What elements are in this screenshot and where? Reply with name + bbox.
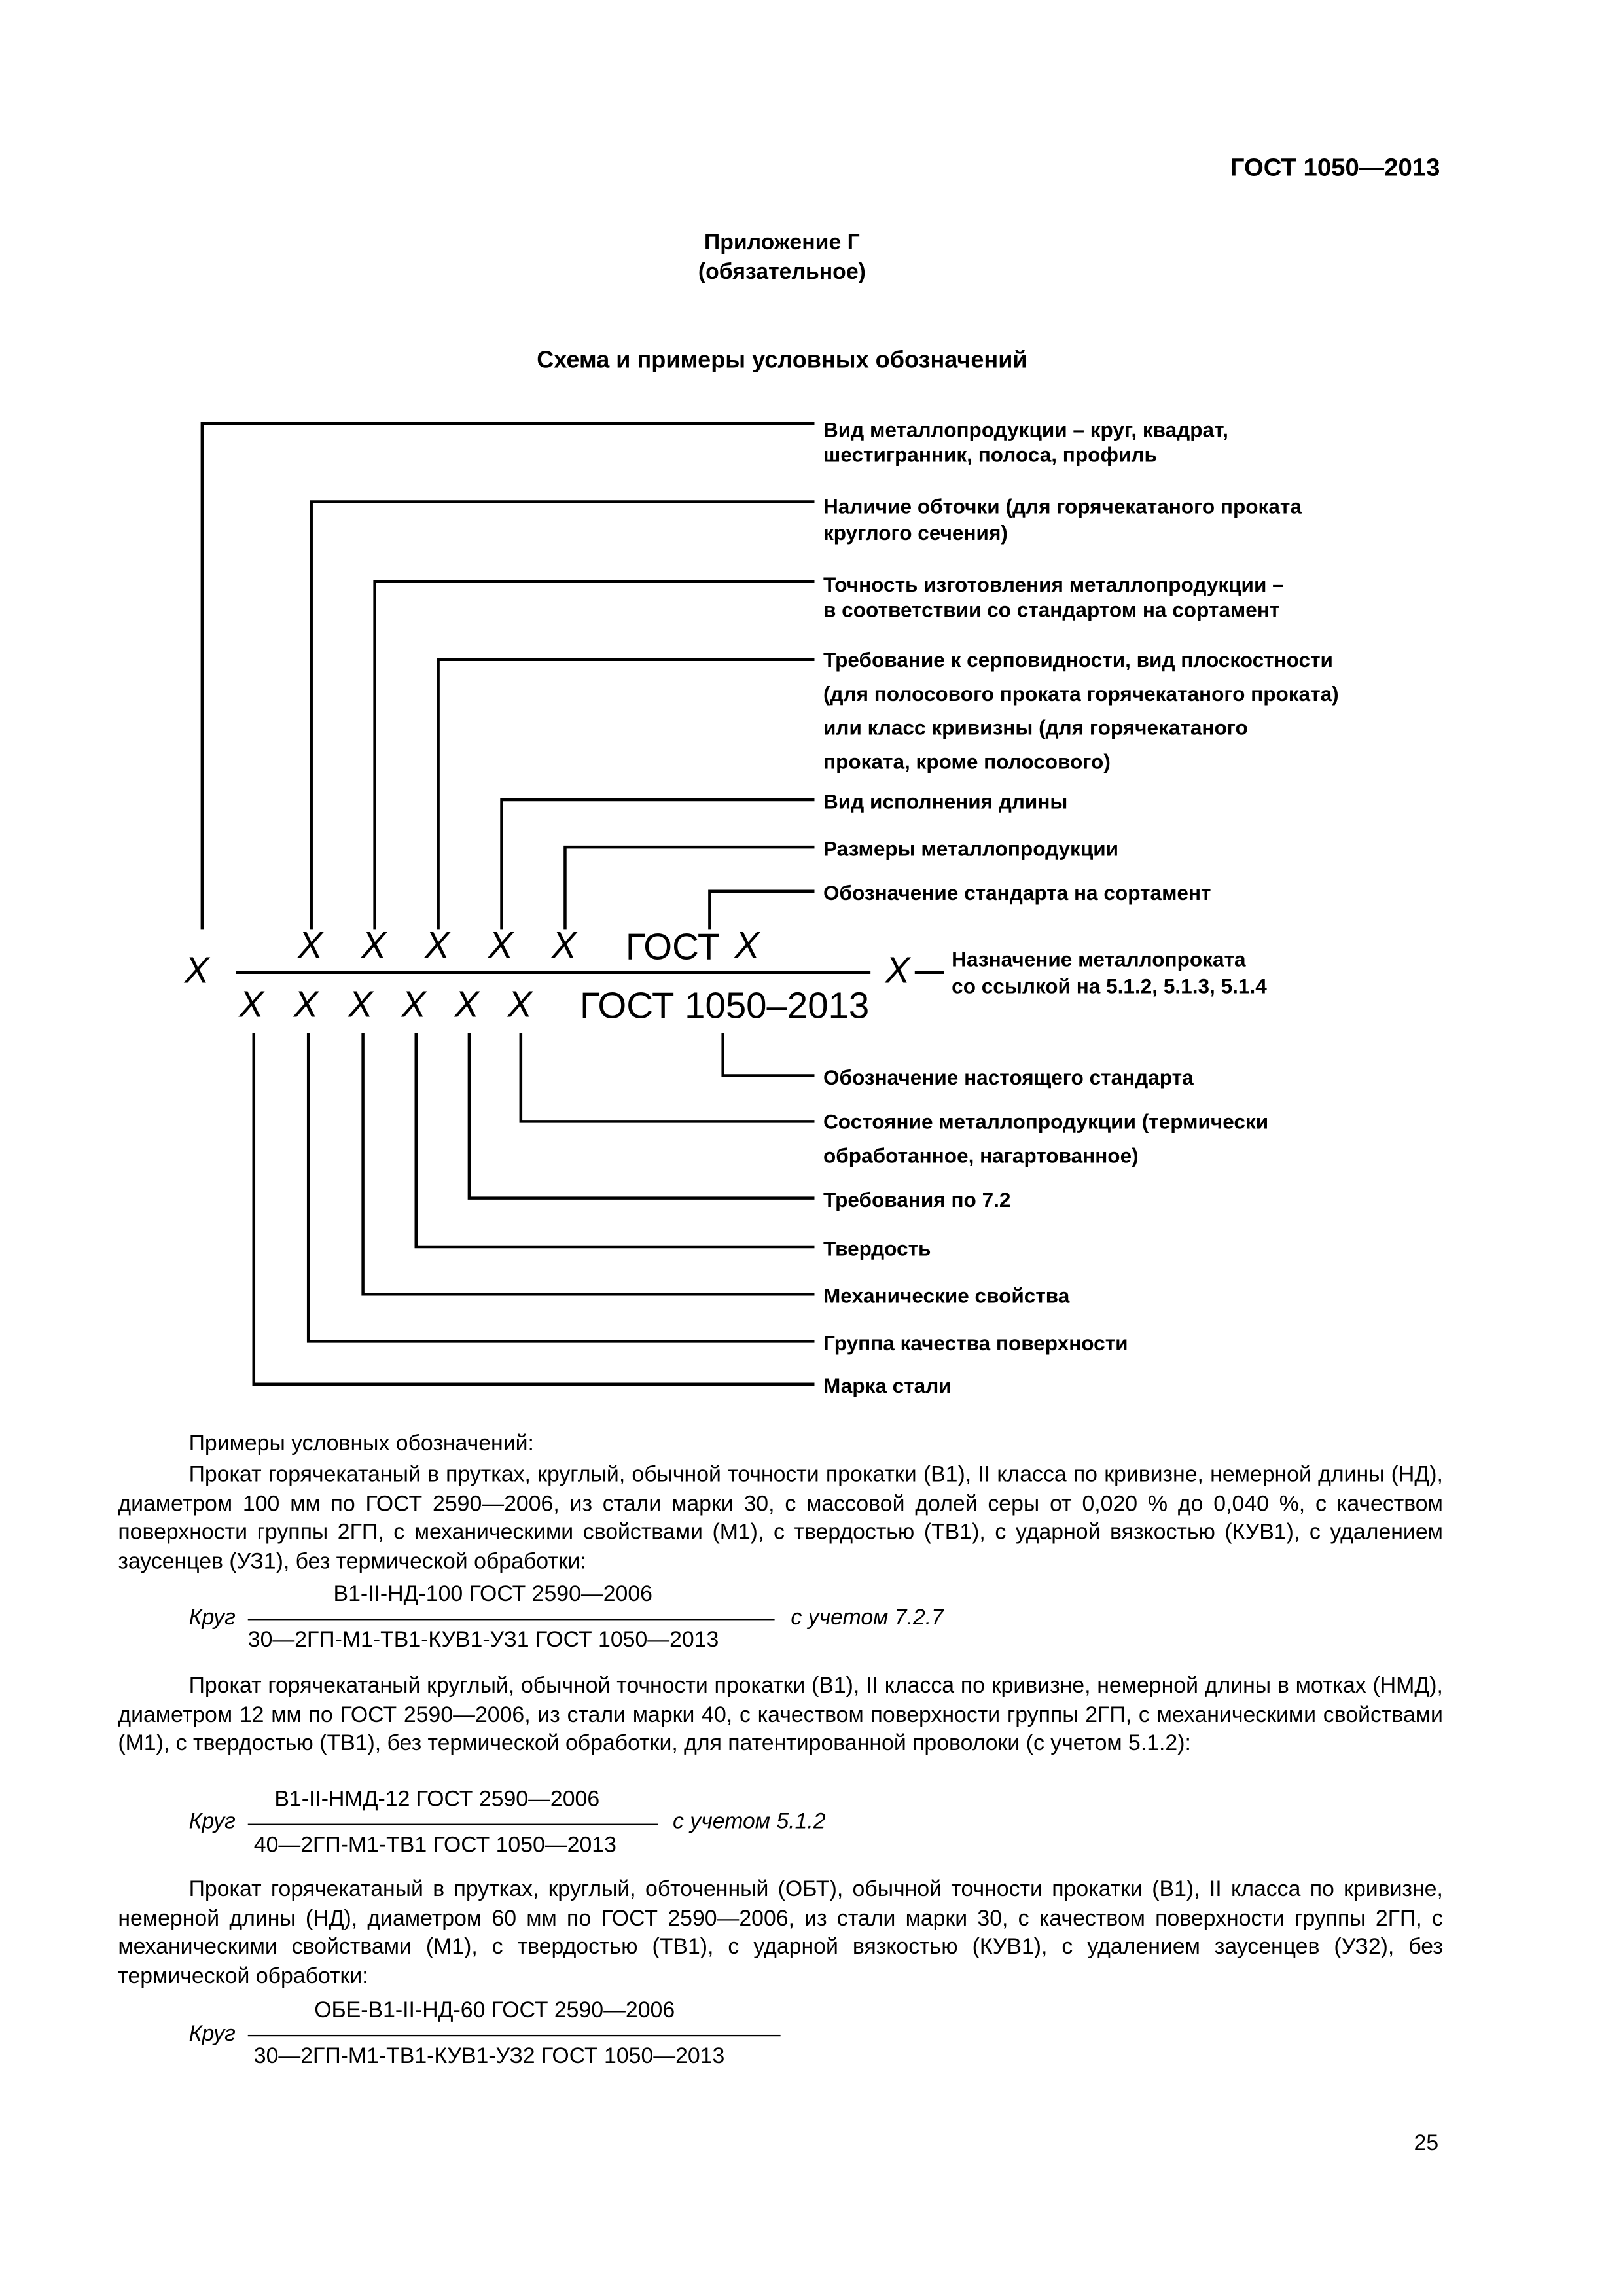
example-3-text: Прокат горячекатаный в прутках, круглый, обточенный (ОБТ), обычной точности прокатки (В1), II класса по кривизне, немерной длины (НД), диаметром 60 мм по ГОСТ 2590—2006, из стали марки 30, с качеством поверхности группы 2ГП, с механическими свойствами (М1), с твердостью (ТВ1), с ударной вязкостью (КУВ1), с удалением заусенцев (УЗ2), без термической обработки: [118, 1876, 1443, 1988]
leader-top-6 [565, 847, 814, 929]
scheme-top-x-1: X [298, 925, 323, 967]
leader-bottom-4 [416, 1033, 815, 1247]
scheme-top-x-4: X [488, 925, 513, 967]
scheme-bottom-x-3: X [348, 984, 373, 1026]
page-number: 25 [1414, 2130, 1439, 2156]
scheme-bottom-x-1: X [239, 984, 264, 1026]
example-1-denominator: 30—2ГП-М1-ТВ1-КУВ1-УЗ1 ГОСТ 1050—2013 [247, 1627, 719, 1653]
label-this-standard: Обозначение настоящего стандарта [823, 1065, 1194, 1089]
example-3-prefix: Круг [188, 2021, 236, 2047]
example-1-numerator: В1-II-НД-100 ГОСТ 2590—2006 [333, 1581, 652, 1607]
leader-top-7 [709, 891, 814, 930]
label-dimensions: Размеры металлопродукции [823, 836, 1119, 861]
label-purpose-1: Назначение металлопроката [952, 947, 1246, 971]
example-2-text: Прокат горячекатаный круглый, обычной точности прокатки (В1), II класса по кривизне, немерной длины в мотках (НМД), диаметром 12 мм по ГОСТ 2590—2006, из стали марки 40, с качеством поверхности группы 2ГП, с механическими свойствами (М1), с твердостью (ТВ1), без термической обработки, для патентированной проволоки (с учетом 5.1.2): [118, 1673, 1443, 1756]
example-2-fraction-line [248, 1824, 658, 1825]
scheme-top-x-3: X [425, 925, 450, 967]
label-camber-3: или класс кривизны (для горячекатаного [823, 715, 1248, 740]
label-assortment-standard: Обозначение стандарта на сортамент [823, 880, 1211, 905]
example-2-numerator: В1-II-НМД-12 ГОСТ 2590—2006 [274, 1787, 600, 1812]
scheme-bottom-gost: ГОСТ 1050–2013 [580, 986, 870, 1028]
scheme-bottom-x-5: X [454, 984, 480, 1026]
label-mechanical: Механические свойства [823, 1283, 1070, 1308]
example-1-fraction-line [248, 1619, 775, 1620]
example-3-numerator: ОБЕ-В1-II-НД-60 ГОСТ 2590—2006 [314, 1998, 675, 2023]
scheme-x-leading: X [184, 950, 209, 992]
label-turning-1: Наличие обточки (для горячекатаного проката [823, 494, 1302, 518]
leader-bottom-5 [363, 1033, 815, 1294]
scheme-top-x-6: X [734, 925, 760, 967]
scheme-title: Схема и примеры условных обозначений [537, 348, 1027, 374]
example-1-suffix: с учетом 7.2.7 [791, 1605, 944, 1631]
scheme-bottom-x-4: X [401, 984, 426, 1026]
label-steel-grade: Марка стали [823, 1373, 952, 1398]
scheme-top-x-5: X [552, 925, 577, 967]
label-length: Вид исполнения длины [823, 789, 1068, 814]
label-condition-1: Состояние металлопродукции (термически [823, 1109, 1269, 1134]
leader-bottom-7 [254, 1033, 815, 1384]
example-1-prefix: Круг [188, 1605, 236, 1631]
label-requirements: Требования по 7.2 [823, 1187, 1011, 1211]
example-2-prefix: Круг [188, 1809, 236, 1835]
label-accuracy-1: Точность изготовления металлопродукции – [823, 572, 1284, 596]
leader-top-1 [202, 423, 815, 929]
leader-top-3 [375, 581, 815, 929]
leader-bottom-1 [723, 1033, 815, 1075]
label-product-type-1: Вид металлопродукции – круг, квадрат, [823, 418, 1228, 442]
scheme-bottom-x-6: X [507, 984, 533, 1026]
leader-top-2 [312, 502, 815, 930]
example-1-text: Прокат горячекатаный в прутках, круглый, обычной точности прокатки (В1), II класса по кривизне, немерной длины (НД), диаметром 100 мм по ГОСТ 2590—2006, из стали марки 30, с массовой долей серы от 0,020 % до 0,040 %, с качеством поверхности группы 2ГП, с механическими свойствами (М1), с твердостью (ТВ1), с ударной вязкостью (КУВ1), с удалением заусенцев (УЗ1), без термической обработки: [118, 1462, 1443, 1574]
label-camber-2: (для полосового проката горячекатаного проката) [823, 681, 1339, 706]
example-2-denominator: 40—2ГП-М1-ТВ1 ГОСТ 1050—2013 [253, 1833, 616, 1858]
scheme-top-gost: ГОСТ [625, 926, 721, 968]
appendix-status: (обязательное) [698, 259, 866, 285]
label-condition-2: обработанное, нагартованное) [823, 1143, 1139, 1168]
leader-top-4 [438, 660, 815, 930]
label-camber-4: проката, кроме полосового) [823, 749, 1111, 774]
scheme-top-x-2: X [361, 925, 386, 967]
label-hardness: Твердость [823, 1236, 931, 1261]
label-accuracy-2: в соответствии со стандартом на сортамент [823, 598, 1280, 622]
label-surface-group: Группа качества поверхности [823, 1331, 1128, 1355]
example-2-suffix: с учетом 5.1.2 [673, 1809, 826, 1835]
example-3-fraction-line [248, 2035, 781, 2036]
label-product-type-2: шестигранник, полоса, профиль [823, 442, 1157, 467]
document-id: ГОСТ 1050—2013 [1230, 153, 1440, 182]
appendix-title: Приложение Г [704, 230, 860, 256]
examples-intro: Примеры условных обозначений: [188, 1431, 534, 1457]
label-purpose-2: со ссылкой на 5.1.2, 5.1.3, 5.1.4 [952, 973, 1267, 998]
label-camber-1: Требование к серповидности, вид плоскостности [823, 647, 1333, 672]
leader-top-5 [502, 800, 815, 929]
example-3-denominator: 30—2ГП-М1-ТВ1-КУВ1-УЗ2 ГОСТ 1050—2013 [253, 2043, 725, 2069]
scheme-bottom-x-2: X [293, 984, 319, 1026]
scheme-x-trailing: X [885, 950, 910, 992]
label-turning-2: круглого сечения) [823, 520, 1008, 545]
